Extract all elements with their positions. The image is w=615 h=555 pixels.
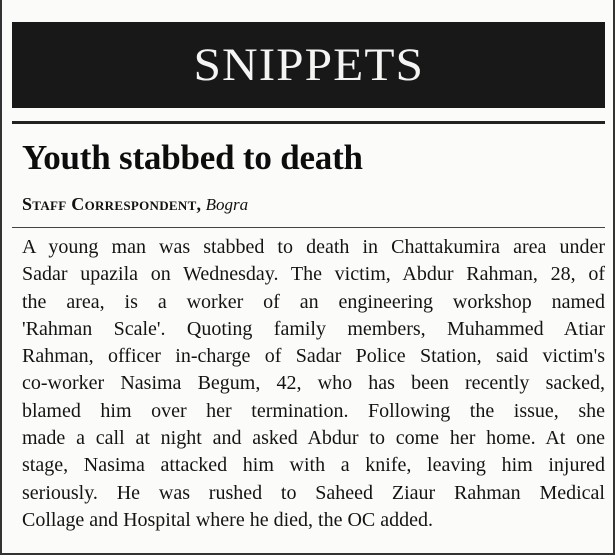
body-line: stage, Nasima attacked him with a knife, leaving him injured: [22, 454, 605, 477]
article-byline: [22, 194, 248, 215]
article-body: [22, 234, 605, 534]
body-line: the area, is a worker of an engineering workshop named: [22, 290, 605, 313]
byline-place: Bogra: [205, 195, 249, 214]
section-banner: [12, 22, 605, 108]
body-line: Sadar upazila on Wednesday. The victim, Abdur Rahman, 28, of: [22, 263, 605, 286]
body-line: seriously. He was rushed to Saheed Ziaur Rahman Medical: [22, 481, 605, 504]
section-title: SNIPPETS: [193, 39, 424, 91]
byline-author: Staff Correspondent,: [22, 194, 202, 214]
article-headline: Youth stabbed to death: [22, 138, 363, 177]
body-line: made a call at night and asked Abdur to come her home. At one: [22, 427, 605, 450]
top-rule: [12, 121, 605, 124]
body-line: co-worker Nasima Begum, 42, who has been recently sacked,: [22, 372, 605, 395]
body-line: Collage and Hospital where he died, the OC added.: [22, 508, 433, 531]
body-line: A young man was stabbed to death in Chattakumira area under: [22, 236, 605, 258]
body-line: 'Rahman Scale'. Quoting family members, Muhammed Atiar: [22, 317, 605, 340]
byline-rule: [12, 227, 605, 228]
body-line: blamed him over her termination. Following the issue, she: [22, 399, 605, 422]
body-line: Rahman, officer in-charge of Sadar Police Station, said victim's: [22, 345, 605, 368]
